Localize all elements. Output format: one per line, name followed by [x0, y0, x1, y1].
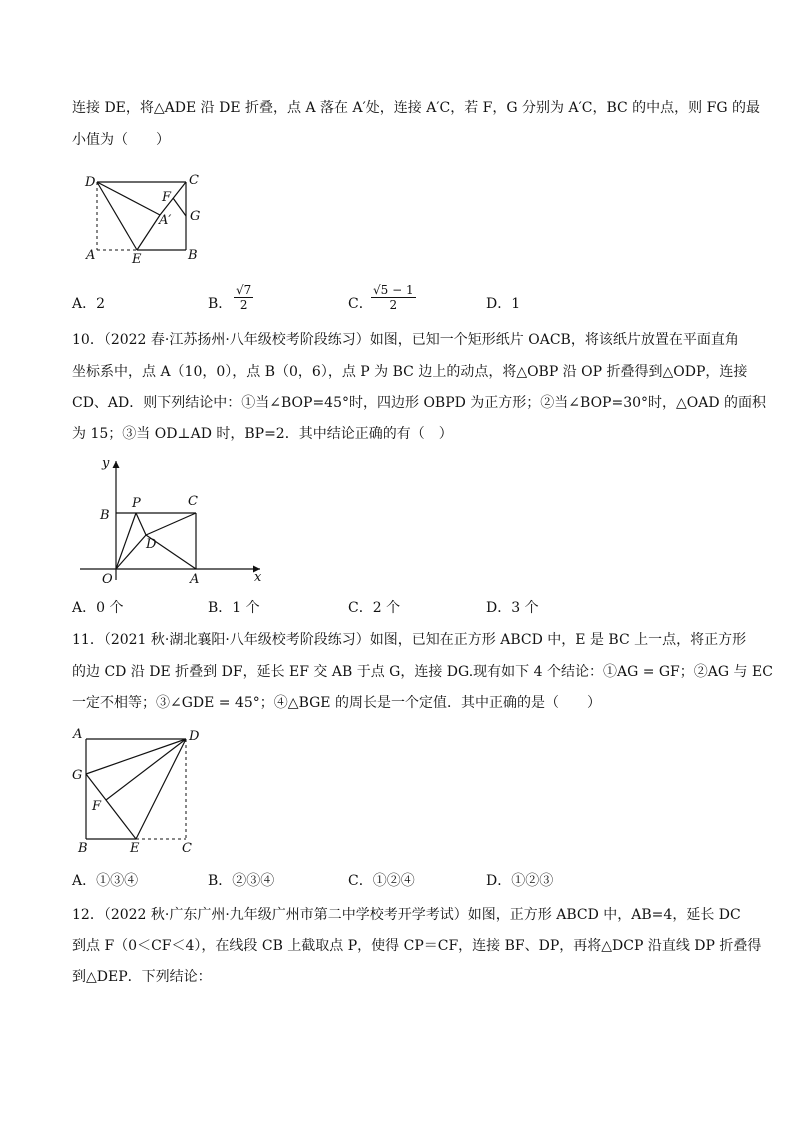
- q9-option-c-fraction: [371, 283, 416, 312]
- q9-text-line-2: 小值为（ ）: [72, 132, 170, 148]
- q9-option-c-denominator: 2: [389, 298, 398, 312]
- q11-label-F: F: [92, 799, 102, 814]
- q10-figure: [80, 455, 270, 585]
- q9-option-c-numerator: √5 − 1: [373, 283, 414, 297]
- q10-label-P: P: [132, 496, 141, 511]
- q9-option-c-prefix: C．: [348, 296, 373, 312]
- q9-label-C: C: [189, 173, 199, 188]
- q11-label-D: D: [189, 729, 200, 744]
- q10-text-line-3: CD、AD．则下列结论中：①当∠BOP=45°时，四边形 OBPD 为正方形；②当∠BOP=30°时，△OAD 的面积: [72, 395, 767, 411]
- q9-option-b-denominator: 2: [239, 298, 248, 312]
- q11-label-C: C: [182, 841, 192, 856]
- q9-label-F: F: [162, 190, 172, 205]
- q10-text-line-1: 10．（2022 春·江苏扬州·八年级校考阶段练习）如图，已知一个矩形纸片 OACB，将该纸片放置在平面直角: [72, 332, 739, 348]
- q11-option-b[interactable]: B．②③④: [208, 873, 275, 889]
- q10-label-D: D: [146, 537, 157, 552]
- q11-label-A: A: [73, 727, 83, 742]
- q10-text-line-4: 为 15；③当 OD⊥AD 时，BP=2．其中结论正确的有（ ）: [72, 426, 453, 442]
- q11-text-line-1: 11．（2021 秋·湖北襄阳·八年级校考阶段练习）如图，已知在正方形 ABCD 中，E 是 BC 上一点，将正方形: [72, 632, 747, 648]
- q11-option-a[interactable]: A．①③④: [72, 873, 139, 889]
- q10-option-d[interactable]: D．3 个: [486, 600, 539, 616]
- q9-option-b[interactable]: [208, 294, 232, 314]
- q9-label-D: D: [85, 175, 96, 190]
- q10-label-B: B: [100, 508, 110, 523]
- q10-text-line-2: 坐标系中，点 A（10，0），点 B（0，6），点 P 为 BC 边上的动点，将△OBP 沿 OP 折叠得到△ODP，连接: [72, 364, 748, 380]
- q10-label-y: y: [102, 456, 110, 471]
- q12-text-line-2: 到点 F（0＜CF＜4），在线段 CB 上截取点 P，使得 CP＝CF，连接 BF、DP，再将△DCP 沿直线 DP 折叠得: [72, 938, 762, 954]
- q10-label-C: C: [188, 494, 198, 509]
- q11-text-line-2: 的边 CD 沿 DE 折叠到 DF，延长 EF 交 AB 于点 G，连接 DG.现有如下 4 个结论：①AG = GF；②AG 与 EC: [72, 664, 773, 680]
- q9-label-B: B: [188, 248, 198, 263]
- q9-option-b-numerator: √7: [236, 283, 252, 297]
- q10-label-x: x: [254, 570, 262, 585]
- q9-option-a[interactable]: A．2: [72, 296, 106, 312]
- q10-option-a[interactable]: A．0 个: [72, 600, 124, 616]
- q9-text-line-1: 连接 DE，将△ADE 沿 DE 折叠，点 A 落在 A′处，连接 A′C，若 F，G 分别为 A′C，BC 的中点，则 FG 的最: [72, 100, 760, 116]
- q9-label-A: A: [86, 248, 96, 263]
- q9-option-b-fraction: [234, 283, 253, 312]
- q11-label-G: G: [72, 768, 83, 783]
- q9-label-Ap: A′: [159, 213, 172, 228]
- q9-label-G: G: [190, 209, 201, 224]
- q10-option-c[interactable]: C．2 个: [348, 600, 401, 616]
- q12-text-line-3: 到△DEP．下列结论：: [72, 969, 212, 985]
- q9-option-d[interactable]: D．1: [486, 296, 521, 312]
- q9-option-c[interactable]: [348, 294, 373, 314]
- q10-option-b[interactable]: B．1 个: [208, 600, 260, 616]
- q11-label-E: E: [130, 841, 140, 856]
- q11-label-B: B: [78, 841, 88, 856]
- q11-option-d[interactable]: D．①②③: [486, 873, 554, 889]
- q9-option-b-prefix: B．: [208, 296, 233, 312]
- q11-option-c[interactable]: C．①②④: [348, 873, 415, 889]
- q9-figure: [80, 170, 210, 265]
- q11-text-line-3: 一定不相等；③∠GDE = 45°；④△BGE 的周长是一个定值．其中正确的是（ ）: [72, 695, 601, 711]
- q12-text-line-1: 12．（2022 秋·广东广州·九年级广州市第二中学校考开学考试）如图，正方形 ABCD 中，AB=4，延长 DC: [72, 907, 741, 923]
- q11-figure: [68, 724, 208, 859]
- q10-label-O: O: [102, 572, 113, 585]
- q10-label-A: A: [190, 572, 200, 585]
- q9-label-E: E: [132, 252, 142, 265]
